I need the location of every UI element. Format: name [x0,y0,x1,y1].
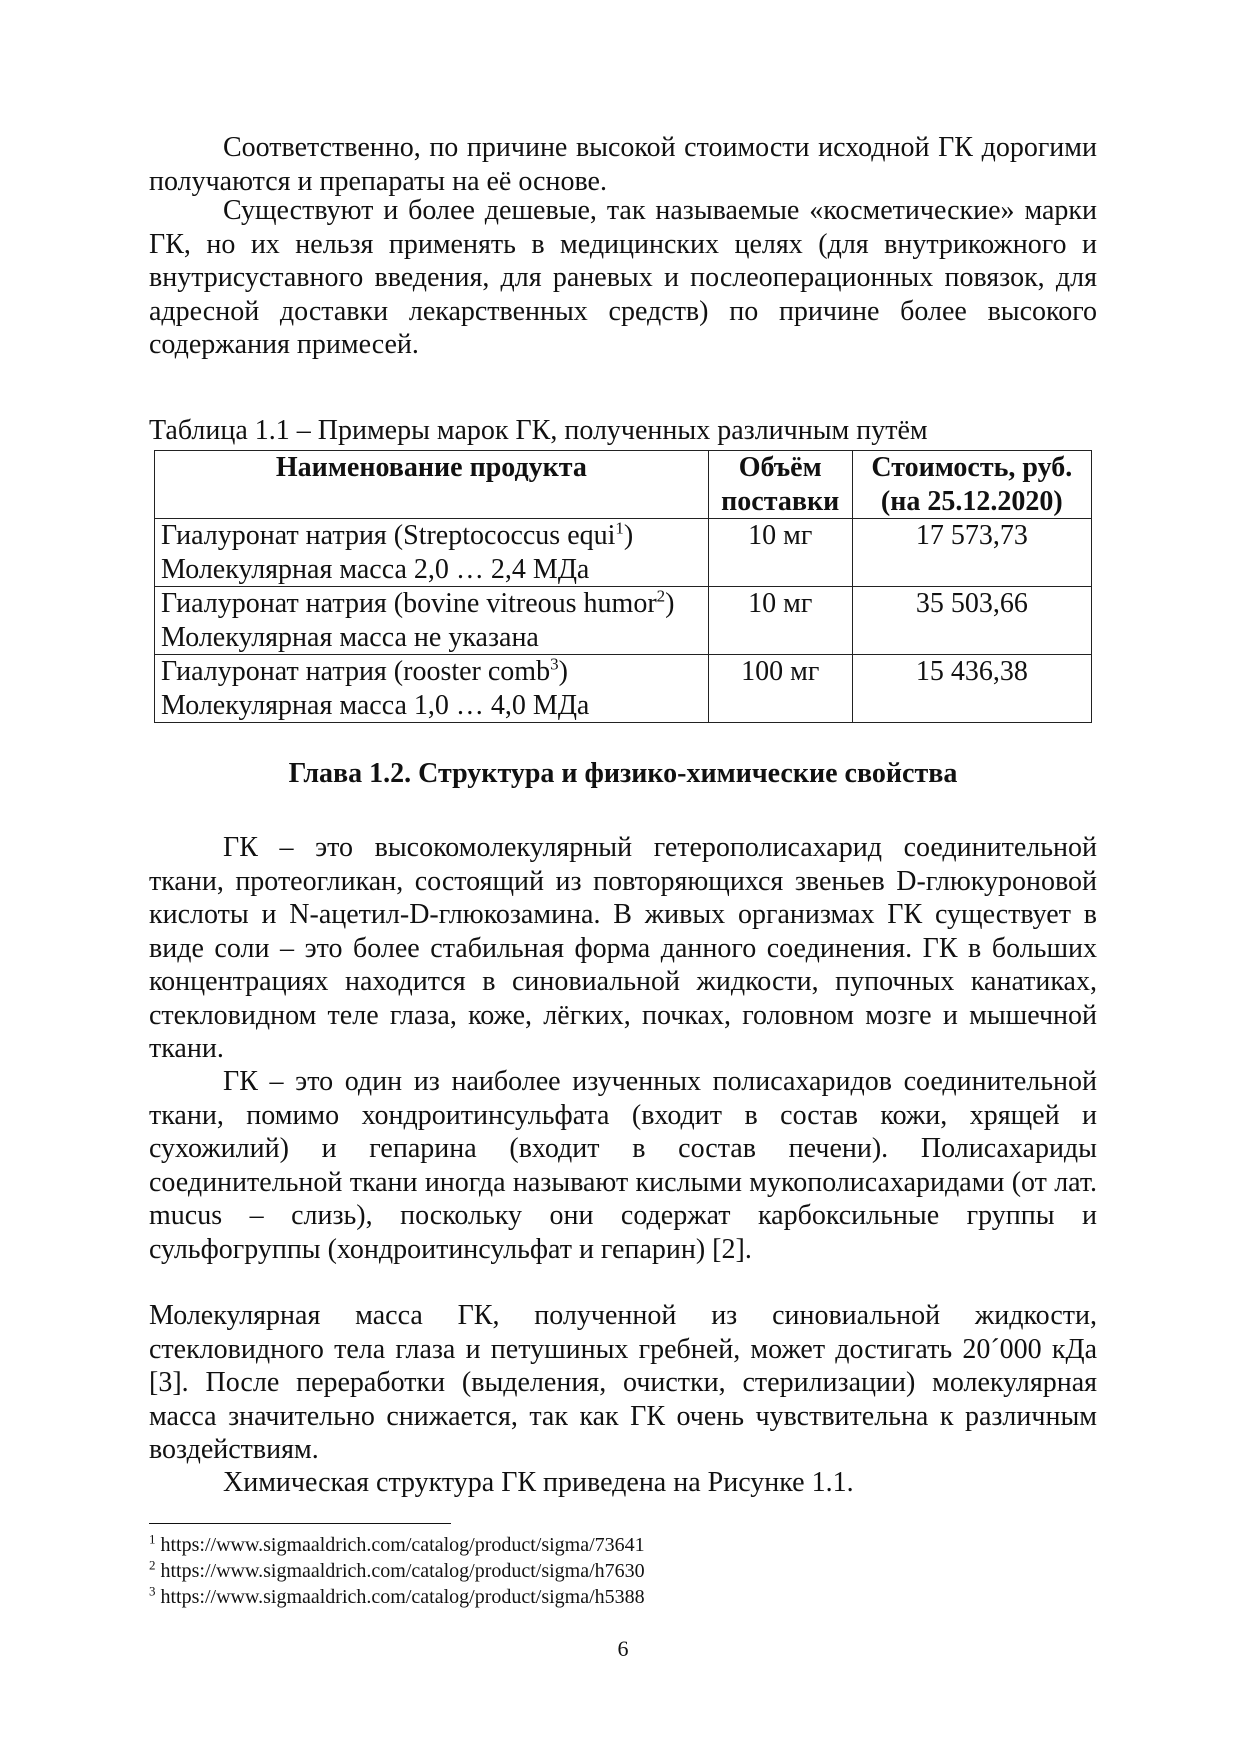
paragraph-polysaccharides: ГК – это один из наиболее изученных полисахаридов соединительной ткани, помимо хондроитинсульфата (входит в состав кожи, хрящей и сухожилий) и гепарина (входит в состав печени). Полисахариды соединительной ткани иногда называют кислыми мукополисахаридами (от лат. mucus – слизь), поскольку они содержат карбоксильные группы и сульфогруппы (хондроитинсульфат и гепарин) [2]. [149,1066,1097,1265]
table-row [155,519,1092,587]
cell-price: 17 573,73 [852,519,1091,587]
table-row [155,587,1092,655]
document-page [149,0,1097,1754]
footnote-link[interactable]: https://www.sigmaaldrich.com/catalog/product/sigma/73641 [155,1534,645,1556]
cell-price: 15 436,38 [852,655,1091,723]
product-table [154,450,1092,723]
header-volume: Объём поставки [708,451,852,519]
cell-product-name: Гиалуронат натрия (rooster comb$^3$) Молекулярная масса 1,0 … 4,0 МДа [155,655,709,723]
paragraph-cost: Соответственно, по причине высокой стоимости исходной ГК дорогими получаются и препараты на её основе. [149,132,1097,197]
cell-product-name: Гиалуронат натрия (bovine vitreous humor$^2$) Молекулярная масса не указана [155,587,709,655]
table-row [155,655,1092,723]
footnote-ref: 2 [656,586,666,606]
cell-volume: 100 мг [708,655,852,723]
footnote-item: $^1$ https://www.sigmaaldrich.com/catalog/product/sigma/73641 [149,1531,645,1556]
header-product-name: Наименование продукта [155,451,709,519]
table-caption: Таблица 1.1 – Примеры марок ГК, полученных различным путём [149,415,928,446]
cell-volume: 10 мг [708,519,852,587]
footnote-separator [149,1523,451,1524]
cell-volume: 10 мг [708,587,852,655]
footnote-ref: 3 [550,654,559,674]
chapter-heading: Глава 1.2. Структура и физико-химические свойства [288,758,958,789]
footnotes [149,1532,645,1610]
footnote-item: $^3$ https://www.sigmaaldrich.com/catalog/product/sigma/h5388 [149,1583,645,1608]
table-header-row [155,451,1092,519]
footnote-item: $^2$ https://www.sigmaaldrich.com/catalog/product/sigma/h7630 [149,1557,645,1582]
page-number: 6 [617,1636,629,1661]
footnote-ref: 1 [615,518,624,538]
footnote-link[interactable]: https://www.sigmaaldrich.com/catalog/product/sigma/h7630 [155,1560,645,1582]
cell-product-name: Гиалуронат натрия (Streptococcus equi$^1$) Молекулярная масса 2,0 … 2,4 МДа [155,519,709,587]
paragraph-figure-reference: Химическая структура ГК приведена на Рисунке 1.1. [223,1467,854,1498]
header-price: Стоимость, руб. (на 25.12.2020) [852,451,1091,519]
cell-price: 35 503,66 [852,587,1091,655]
footnote-link[interactable]: https://www.sigmaaldrich.com/catalog/product/sigma/h5388 [155,1586,645,1608]
paragraph-cosmetic-grades: Существуют и более дешевые, так называемые «косметические» марки ГК, но их нельзя применять в медицинских целях (для внутрикожного и внутрисуставного введения, для раневых и послеоперационных повязок, для адресной доставки лекарственных средств) по причине более высокого содержания примесей. [149,195,1097,360]
paragraph-definition: ГК – это высокомолекулярный гетерополисахарид соединительной ткани, протеогликан, состоящий из повторяющихся звеньев D-глюкуроновой кислоты и N-ацетил-D-глюкозамина. В живых организмах ГК существует в виде соли – это более стабильная форма данного соединения. ГК в больших концентрациях находится в синовиальной жидкости, пупочных канатиках, стекловидном теле глаза, коже, лёгких, почках, головном мозге и мышечной ткани. [149,832,1097,1064]
paragraph-molecular-mass: Молекулярная масса ГК, полученной из синовиальной жидкости, стекловидного тела глаза и петушиных гребней, может достигать 20´000 кДа [3]. После переработки (выделения, очистки, стерилизации) молекулярная масса значительно снижается, так как ГК очень чувствительна к различным воздействиям. [149,1300,1097,1465]
